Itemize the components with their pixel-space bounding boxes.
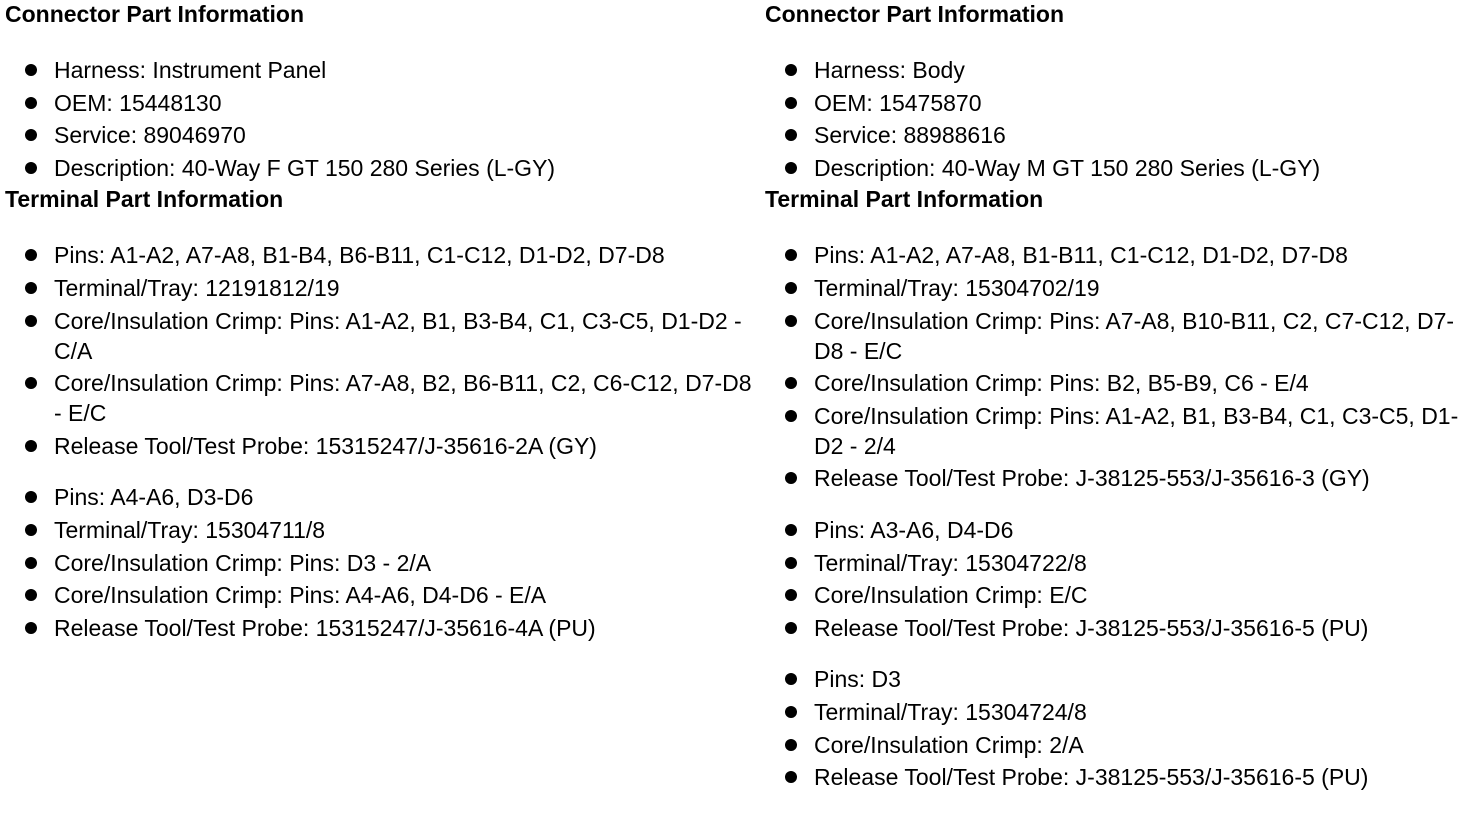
list-item-text: Pins: D3 [814, 666, 901, 693]
list-item [765, 273, 1470, 303]
bullet-icon [785, 622, 797, 634]
list-item-text: Description: 40-Way F GT 150 280 Series (L-GY) [54, 154, 556, 181]
terminal-group-list [765, 664, 1470, 792]
list-item-text: OEM: 15475870 [814, 89, 982, 116]
list-item-text: Core/Insulation Crimp: Pins: A7-A8, B10-B11, C2, C7-C12, D7-D8 - E/C [814, 307, 1455, 364]
list-item-text: Core/Insulation Crimp: Pins: B2, B5-B9, C6 - E/4 [814, 370, 1309, 397]
terminal-group-list [5, 240, 755, 460]
bullet-icon [785, 162, 797, 174]
bullet-icon [25, 440, 37, 452]
connector-part-section [5, 55, 755, 183]
list-item [5, 306, 755, 366]
bullet-icon [785, 410, 797, 422]
list-item-text: Terminal/Tray: 15304711/8 [54, 516, 326, 543]
list-item [765, 730, 1470, 760]
bullet-icon [25, 64, 37, 76]
connector-part-list [5, 55, 755, 183]
group-spacer [765, 645, 1470, 664]
bullet-icon [785, 249, 797, 261]
list-item [765, 515, 1470, 545]
list-item-text: Release Tool/Test Probe: J-38125-553/J-35616-3 (GY) [814, 465, 1370, 492]
list-item-text: Core/Insulation Crimp: Pins: D3 - 2/A [54, 549, 432, 576]
list-item-text: Service: 89046970 [54, 122, 246, 149]
list-item [765, 762, 1470, 792]
list-item [5, 515, 755, 545]
list-item [5, 431, 755, 461]
list-item-text: Core/Insulation Crimp: Pins: A1-A2, B1, B3-B4, C1, C3-C5, D1-D2 - 2/4 [814, 402, 1459, 459]
list-item-text: Release Tool/Test Probe: J-38125-553/J-35616-5 (PU) [814, 614, 1369, 641]
left-connector-column [5, 0, 755, 645]
list-item [5, 240, 755, 270]
list-item [5, 153, 755, 183]
bullet-icon [785, 282, 797, 294]
list-item-text: Terminal/Tray: 15304724/8 [814, 698, 1087, 725]
bullet-icon [785, 129, 797, 141]
bullet-icon [785, 472, 797, 484]
terminal-group-list [765, 515, 1470, 643]
bullet-icon [25, 249, 37, 261]
list-item [765, 613, 1470, 643]
list-item-text: Core/Insulation Crimp: E/C [814, 582, 1088, 609]
connector-part-section [765, 55, 1470, 183]
list-item [765, 306, 1470, 366]
bullet-icon [785, 771, 797, 783]
list-item-text: Pins: A1-A2, A7-A8, B1-B4, B6-B11, C1-C12, D1-D2, D7-D8 [54, 242, 665, 269]
list-item-text: Terminal/Tray: 15304722/8 [814, 549, 1087, 576]
list-item-text: Harness: Instrument Panel [54, 57, 327, 83]
list-item [765, 368, 1470, 398]
bullet-icon [25, 97, 37, 109]
terminal-part-heading: Terminal Part Information [5, 186, 284, 213]
list-item [5, 273, 755, 303]
bullet-icon [25, 162, 37, 174]
list-item [5, 55, 755, 85]
list-item [765, 120, 1470, 150]
bullet-icon [785, 524, 797, 536]
list-item [765, 55, 1470, 85]
connector-part-heading: Connector Part Information [5, 1, 305, 27]
terminal-part-heading: Terminal Part Information [765, 186, 1044, 213]
bullet-icon [25, 315, 37, 327]
list-item [5, 120, 755, 150]
list-item [765, 580, 1470, 610]
list-item-text: Release Tool/Test Probe: 15315247/J-35616-4A (PU) [54, 614, 596, 641]
bullet-icon [785, 706, 797, 718]
list-item [765, 401, 1470, 461]
list-item-text: Description: 40-Way M GT 150 280 Series (L-GY) [814, 154, 1321, 181]
list-item-text: Release Tool/Test Probe: 15315247/J-35616-2A (GY) [54, 432, 597, 459]
list-item [5, 368, 755, 428]
list-item-text: Terminal/Tray: 15304702/19 [814, 274, 1100, 301]
bullet-icon [785, 557, 797, 569]
bullet-icon [25, 491, 37, 503]
terminal-group-list [765, 240, 1470, 493]
list-item-text: Core/Insulation Crimp: Pins: A1-A2, B1, B3-B4, C1, C3-C5, D1-D2 - C/A [54, 307, 742, 364]
list-item [765, 664, 1470, 694]
list-item [5, 613, 755, 643]
list-item-text: Core/Insulation Crimp: 2/A [814, 731, 1084, 758]
bullet-icon [25, 589, 37, 601]
bullet-icon [785, 739, 797, 751]
list-item-text: Core/Insulation Crimp: Pins: A4-A6, D4-D6 - E/A [54, 582, 547, 609]
bullet-icon [25, 129, 37, 141]
bullet-icon [25, 622, 37, 634]
list-item-text: Release Tool/Test Probe: J-38125-553/J-35616-5 (PU) [814, 764, 1369, 791]
list-item-text: Service: 88988616 [814, 122, 1006, 149]
list-item [5, 482, 755, 512]
list-item-text: Pins: A4-A6, D3-D6 [54, 484, 254, 511]
bullet-icon [785, 377, 797, 389]
terminal-part-section [765, 240, 1470, 792]
list-item [765, 463, 1470, 493]
list-item [765, 697, 1470, 727]
list-item [765, 88, 1470, 118]
bullet-icon [785, 589, 797, 601]
bullet-icon [785, 97, 797, 109]
bullet-icon [25, 524, 37, 536]
list-item [5, 580, 755, 610]
connector-part-heading: Connector Part Information [765, 1, 1065, 27]
bullet-icon [785, 673, 797, 685]
list-item-text: Terminal/Tray: 12191812/19 [54, 274, 340, 301]
list-item [5, 88, 755, 118]
bullet-icon [785, 64, 797, 76]
list-item [765, 548, 1470, 578]
list-item-text: Pins: A3-A6, D4-D6 [814, 516, 1014, 543]
bullet-icon [785, 315, 797, 327]
connector-part-list [765, 55, 1470, 183]
list-item [765, 153, 1470, 183]
terminal-part-section [5, 240, 755, 642]
bullet-icon [25, 557, 37, 569]
terminal-group-list [5, 482, 755, 642]
bullet-icon [25, 282, 37, 294]
right-connector-column [765, 0, 1470, 795]
list-item-text: Pins: A1-A2, A7-A8, B1-B11, C1-C12, D1-D2, D7-D8 [814, 242, 1348, 269]
bullet-icon [25, 377, 37, 389]
group-spacer [5, 463, 755, 482]
group-spacer [765, 496, 1470, 515]
list-item [765, 240, 1470, 270]
list-item-text: Core/Insulation Crimp: Pins: A7-A8, B2, B6-B11, C2, C6-C12, D7-D8 - E/C [54, 370, 752, 427]
list-item-text: OEM: 15448130 [54, 89, 222, 116]
list-item-text: Harness: Body [814, 57, 965, 83]
list-item [5, 548, 755, 578]
